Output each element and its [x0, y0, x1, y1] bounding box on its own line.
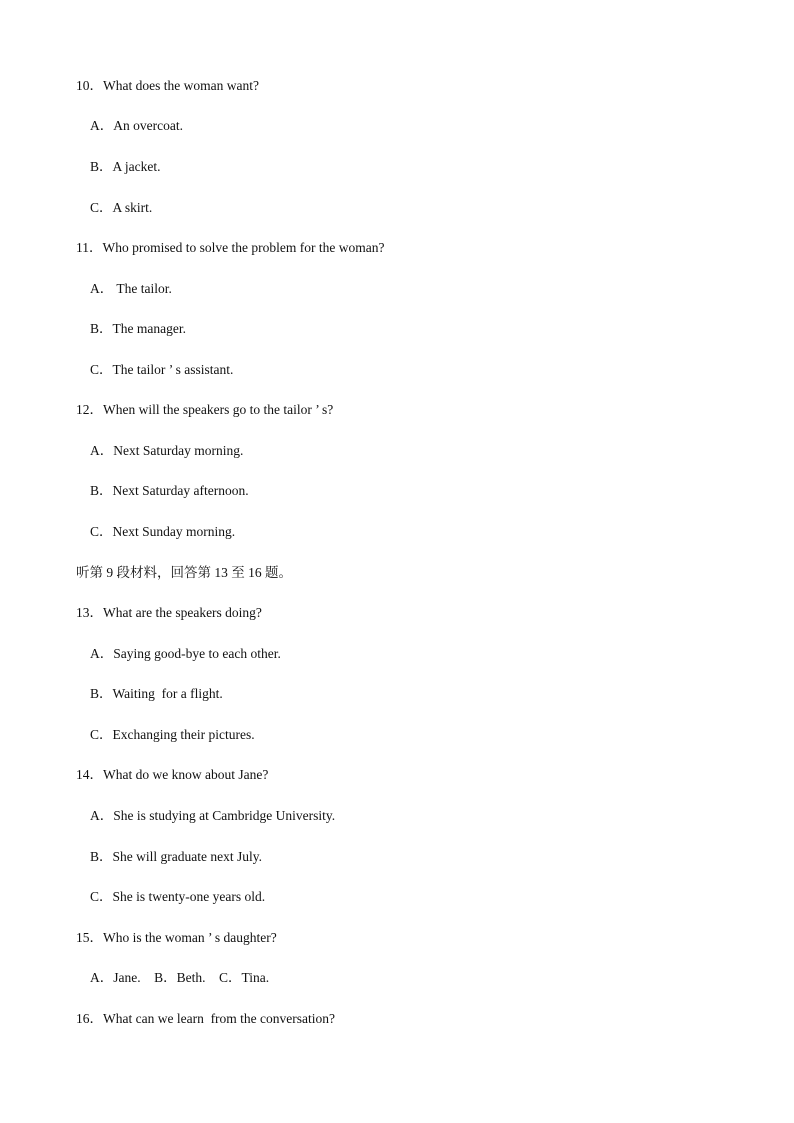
option-11c: C．The tailor ’ s assistant.: [90, 362, 234, 377]
question-11: 11．Who promised to solve the problem for the woman?: [76, 240, 385, 255]
options-15: A．Jane. B．Beth. C．Tina.: [90, 970, 270, 985]
section-instruction: 听第 9 段材料，回答第 13 至 16 题。: [76, 565, 292, 580]
question-12: 12．When will the speakers go to the tailor ’ s?: [76, 402, 334, 417]
option-14a: A．She is studying at Cambridge University.: [90, 808, 336, 823]
question-10: 10．What does the woman want?: [76, 78, 259, 93]
option-13a: A．Saying good-bye to each other.: [90, 646, 281, 661]
question-16: 16．What can we learn from the conversation?: [76, 1011, 336, 1026]
option-14c: C．She is twenty-one years old.: [90, 889, 266, 904]
question-13: 13．What are the speakers doing?: [76, 605, 262, 620]
option-12b: B．Next Saturday afternoon.: [90, 483, 249, 498]
option-13b: B．Waiting for a flight.: [90, 686, 223, 701]
option-11b: B．The manager.: [90, 321, 186, 336]
option-12a: A．Next Saturday morning.: [90, 443, 244, 458]
option-14b: B．She will graduate next July.: [90, 849, 262, 864]
option-10b: B．A jacket.: [90, 159, 161, 174]
option-13c: C．Exchanging their pictures.: [90, 727, 255, 742]
question-15: 15．Who is the woman ’ s daughter?: [76, 930, 277, 945]
option-12c: C．Next Sunday morning.: [90, 524, 236, 539]
question-14: 14．What do we know about Jane?: [76, 767, 269, 782]
option-10c: C．A skirt.: [90, 200, 153, 215]
option-11a: A． The tailor.: [90, 281, 172, 296]
option-10a: A．An overcoat.: [90, 118, 183, 133]
